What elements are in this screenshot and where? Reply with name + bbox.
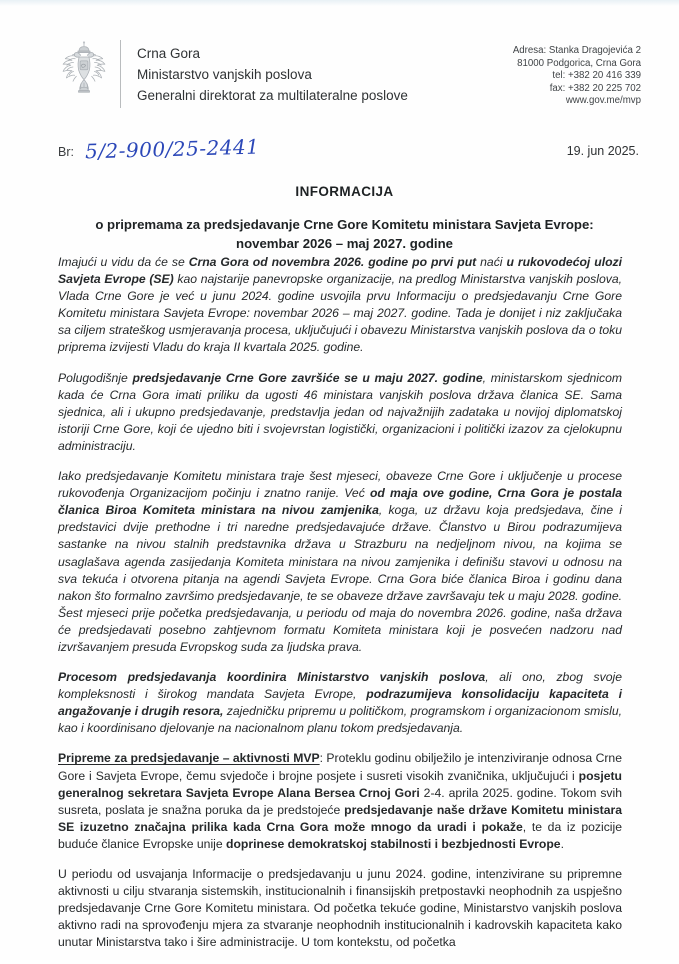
contact-city: 81000 Podgorica, Crna Gora xyxy=(517,57,641,69)
text-run: Procesom predsjedavanja koordinira Ministarstvo vanjskih poslova xyxy=(58,670,486,685)
page-subtitle-line2: novembar 2026 – maj 2027. godine xyxy=(236,236,453,251)
text-run: : Proteklu godinu obilježilo je intenziviranje odnosa Crne Gore i Savjeta Evrope, čemu svjedoče i brojne posjete i susreti visokih zvaničnika, uključujući i xyxy=(58,751,622,783)
bold-run xyxy=(132,371,482,385)
org-line-ministry: Ministarstvo vanjskih poslova xyxy=(137,67,312,82)
text-run: Pripreme za predsjedavanje – aktivnosti MVP xyxy=(58,751,320,766)
contact-website: www.gov.me/mvp xyxy=(565,95,641,107)
reference-row xyxy=(58,134,639,168)
contact-block xyxy=(513,40,641,108)
paragraph-p6 xyxy=(58,866,622,951)
paragraph-p2 xyxy=(58,370,622,455)
scan-edge-tint xyxy=(0,0,679,6)
text-run: posjetu generalnog sekretara Savjeta Evrope Alana Bersea Crnoj Gori xyxy=(58,768,622,800)
reference-label: Br: xyxy=(58,145,74,159)
bold-run xyxy=(226,837,561,851)
text-run: , ali ono, zbog svoje kompleksnosti i širokog mandata Savjeta Evrope, xyxy=(58,670,623,702)
bold-run xyxy=(58,751,320,765)
text-run: naći xyxy=(476,255,507,269)
underlined-run xyxy=(58,751,320,765)
bold-run xyxy=(189,255,477,269)
coat-of-arms-icon xyxy=(56,40,112,106)
contact-tel: tel: +382 20 416 339 xyxy=(552,70,641,82)
text-run: . xyxy=(560,836,564,851)
text-run: od maja ove godine, Crna Gora je postala članica Biroa Komiteta ministara na nivou zamjenika xyxy=(58,486,622,518)
text-run: zajedničku pripremu u političkom, programskom i organizacionom smislu, kao i koordinisano djelovanje na nacionalnom planu tokom predsjedavanja. xyxy=(58,704,622,736)
text-run: , koga, uz državu koja predsjedava, čine i predstavici dvije prethodne i tri naredne predsjedavajuće države. Članstvo u Birou podrazumijeva sastanke na nivou stalnih predstavnika država u Strazburu na nedjeljnom nivou, na kojima se usaglašava agenda zasijedanja Komiteta ministara na nivou zamjenika i definišu stavovi u odnosu na sva tekuća i otvorena pitanja na agendi Savjeta Evrope. Crna Gora biće članica Biroa i godinu dana nakon što formalno završimo predsjedavanje, te se obaveze države završavaju tek u maju 2028. godine. Šest mjeseci prije početka predsjedavanja, u periodu od maja do novembra 2026. godine, naša država će predsjedavati posebno zahtjevnom formatu Komiteta ministara koji je posvećen nadzoru nad izvršavanjem presuda Evropskog suda za ljudska prava. xyxy=(58,503,622,654)
reference-number-handwritten: 5/2-900/25-2441 xyxy=(84,134,260,164)
letterhead-divider xyxy=(120,40,121,108)
org-line-country: Crna Gora xyxy=(137,46,201,61)
text-run: Polugodišnje xyxy=(58,370,133,385)
text-run: predsjedavanje Crne Gore završiće se u maju 2027. godine xyxy=(132,370,483,385)
paragraph-p3 xyxy=(58,468,622,656)
text-run: doprinese demokratskoj stabilnosti i bezbjednosti Evrope xyxy=(226,836,561,851)
text-run: Crna Gora od novembra 2026. godine po prvi put xyxy=(188,255,477,269)
text-run: , ministarskom sjednicom kada će Crna Gora imati priliku da ugosti 46 ministara vanjskih poslova država članica SE. Sama sjednica, ali i ukupno predsjedavanje, predstavlja jedan od najvažnijih zadataka u novijoj diplomatskoj istoriji Crne Gore, koji će ujedno biti i svojevrstan logistički, organizacioni i politički izazov za cjelokupnu administraciju. xyxy=(58,370,622,453)
page-subtitle xyxy=(58,215,631,253)
page-subtitle-line1: o pripremama za predsjedavanje Crne Gore Komitetu ministara Savjeta Evrope: xyxy=(95,217,594,232)
text-run: predsjedavanje naše države Komitetu ministara SE izuzetno značajna prilika kada Crna Gora može mnogo da uradi i pokaže xyxy=(58,802,622,834)
org-line-directorate: Generalni direktorat za multilateralne poslove xyxy=(137,88,408,103)
organization-block xyxy=(137,40,513,106)
paragraph-p1 xyxy=(58,254,622,357)
paragraph-p5 xyxy=(58,750,622,853)
text-run: Imajući u vidu da će se xyxy=(58,255,189,269)
contact-fax: fax: +382 20 225 702 xyxy=(549,82,641,94)
text-run: kao najstarije panevropske organizacije, na predlog Ministarstva vanjskih poslova, Vlada Crne Gore je već u junu 2024. godine usvojila prvu Informaciju o predsjedavanju Crne Gore Komitetu ministara Savjeta Evrope: novembar 2026 – maj 2027. godine. Tada je donijet i niz zaključaka sa ciljem strateškog usmjeravanja procesa, uključujući i obavezu Ministarstva vanjskih poslova da o toku priprema izvijesti Vladu do kraja II kvartala 2025. godine. xyxy=(58,272,622,355)
page-title: INFORMACIJA xyxy=(295,184,394,199)
document-date: 19. jun 2025. xyxy=(566,144,639,158)
text-run: podrazumijeva konsolidaciju kapaciteta i angažovanje i drugih resora, xyxy=(58,687,622,719)
paragraph-p4 xyxy=(58,669,622,737)
text-run: u rukovodećoj ulozi Savjeta Evrope (SE) xyxy=(58,255,622,287)
text-run: 2-4. aprila 2025. godine. Tokom svih susreta, poslata je snažna poruka da je predstojeće xyxy=(58,785,622,817)
letterhead xyxy=(56,40,641,108)
text-run: , te da iz pozicije buduće članice Evropske unije xyxy=(58,819,622,851)
bold-run xyxy=(58,670,485,684)
contact-address: Adresa: Stanka Dragojevića 2 xyxy=(512,45,641,56)
document-body xyxy=(58,254,622,964)
title-block xyxy=(58,184,631,253)
text-run: Iako predsjedavanje Komitetu ministara traje šest mjeseci, obaveze Crne Gore i uključenje u procese rukovođenja Organizacijom počinju i znatno ranije. Već xyxy=(58,469,622,501)
text-run: U periodu od usvajanja Informacije o predsjedavanju u junu 2024. godine, intenzivirane su pripremne aktivnosti u cilju stvaranja sistemskih, institucionalnih i finansijskih pretpostavki neophodnih za uspješno predsjedavanje Crne Gore Komitetu ministara. Od početka tekuće godine, Ministarstvo vanjskih poslova aktivno radi na sprovođenju mjera za stvaranje neophodnih institucionalnih i kadrovskih kapaciteta kako unutar Ministarstva tako i šire administracije. U tom kontekstu, od početka xyxy=(58,867,622,950)
